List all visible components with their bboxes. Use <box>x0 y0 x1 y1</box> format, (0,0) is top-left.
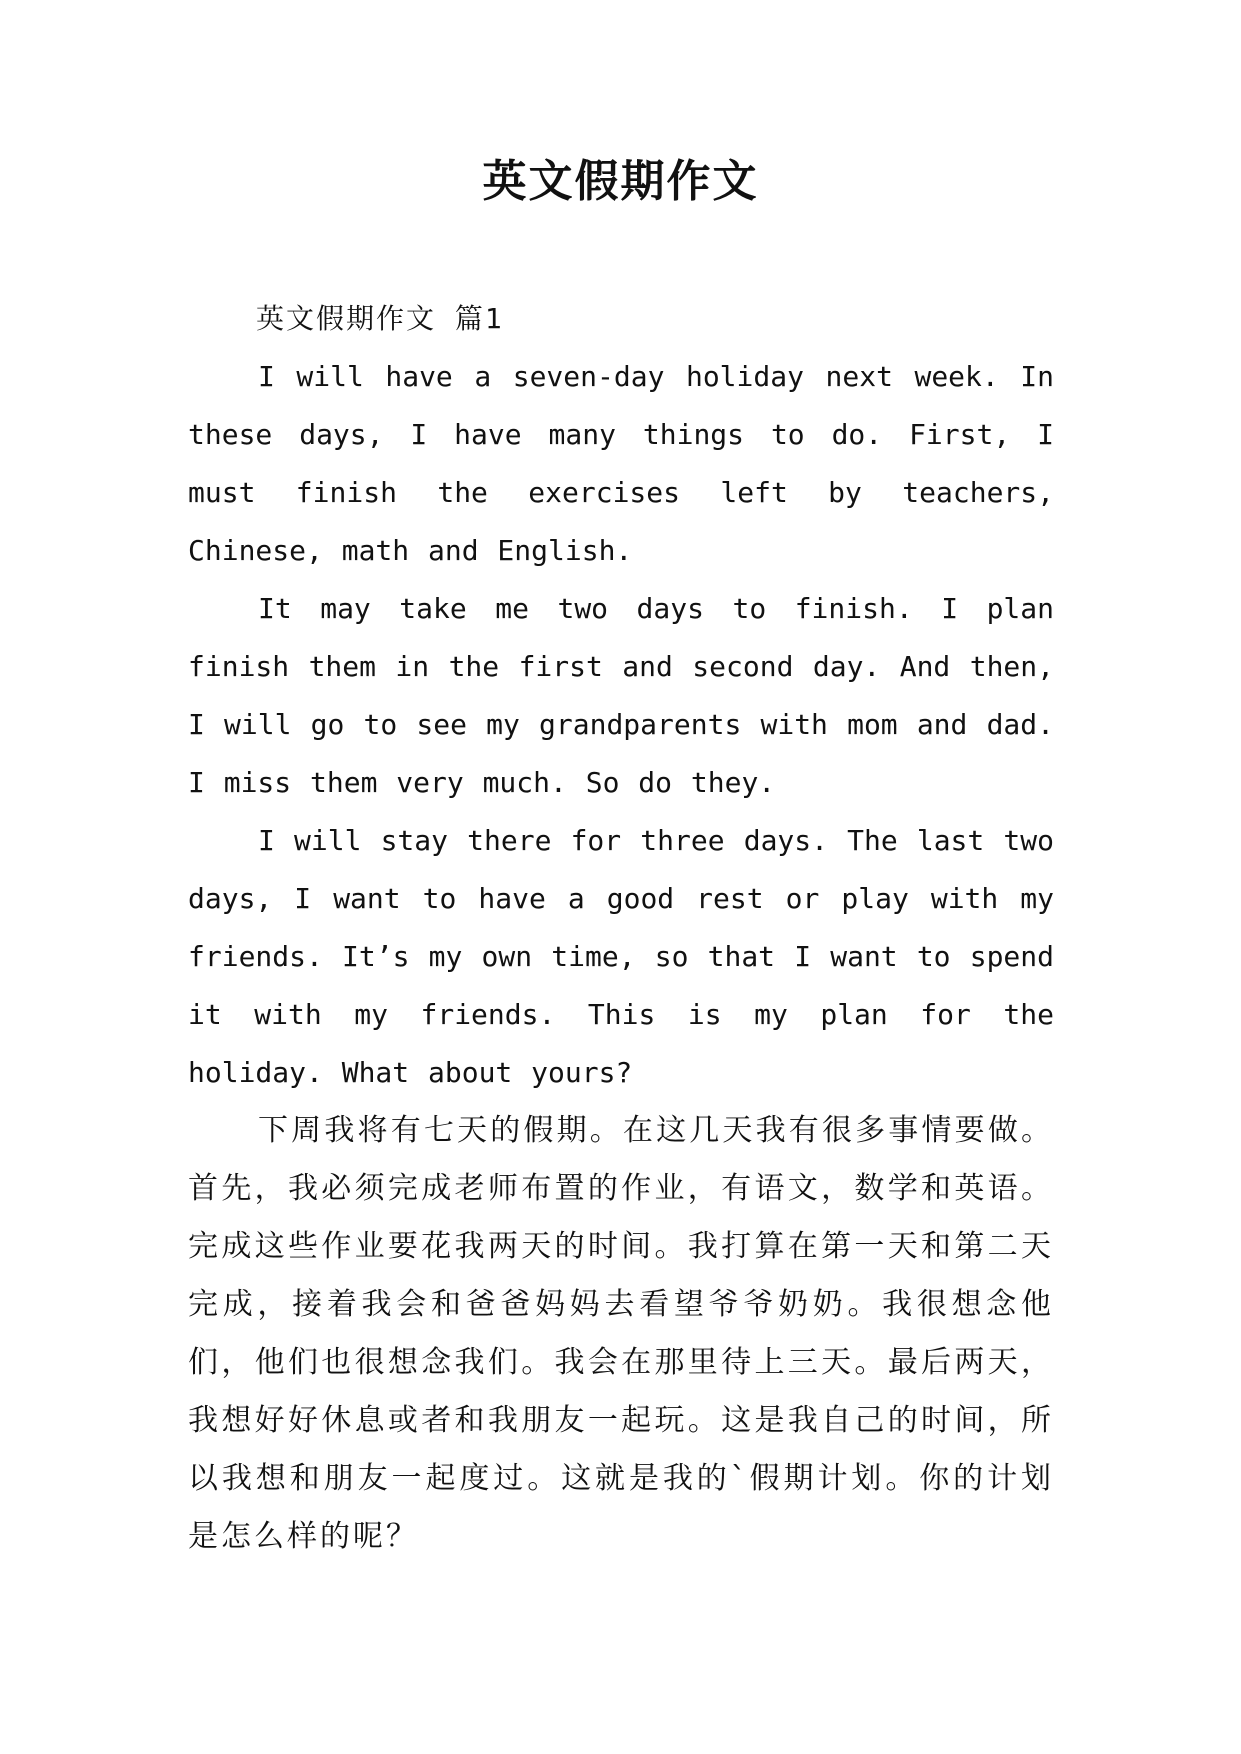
paragraph-en-2: It may take me two days to finish. I plan finish them in the first and second day. And then, I will go to see my grandparents with mom and dad. I miss them very much. So do they. <box>188 592 1054 799</box>
paragraph-zh: 下周我将有七天的假期。在这几天我有很多事情要做。首先，我必须完成老师布置的作业，有语文，数学和英语。完成这些作业要花我两天的时间。我打算在第一天和第二天完成，接着我会和爸爸妈妈去看望爷爷奶奶。我很想念他们，他们也很想念我们。我会在那里待上三天。最后两天，我想好好休息或者和我朋友一起玩。这是我自己的时间，所以我想和朋友一起度过。这就是我的`假期计划。你的计划是怎么样的呢？ <box>188 1113 1054 1554</box>
paragraph-en-1: I will have a seven-day holiday next week. In these days, I have many things to do. First, I must finish the exercises left by teachers, Chinese, math and English. <box>188 360 1054 567</box>
document-title: 英文假期作文 <box>482 156 759 207</box>
document-body <box>188 290 1054 1566</box>
paragraph-en-3: I will stay there for three days. The last two days, I want to have a good rest or play with my friends. It’s my own time, so that I want to spend it with my friends. This is my plan for the holiday. What about yours? <box>188 824 1054 1089</box>
section-heading: 英文假期作文 篇1 <box>256 302 504 335</box>
